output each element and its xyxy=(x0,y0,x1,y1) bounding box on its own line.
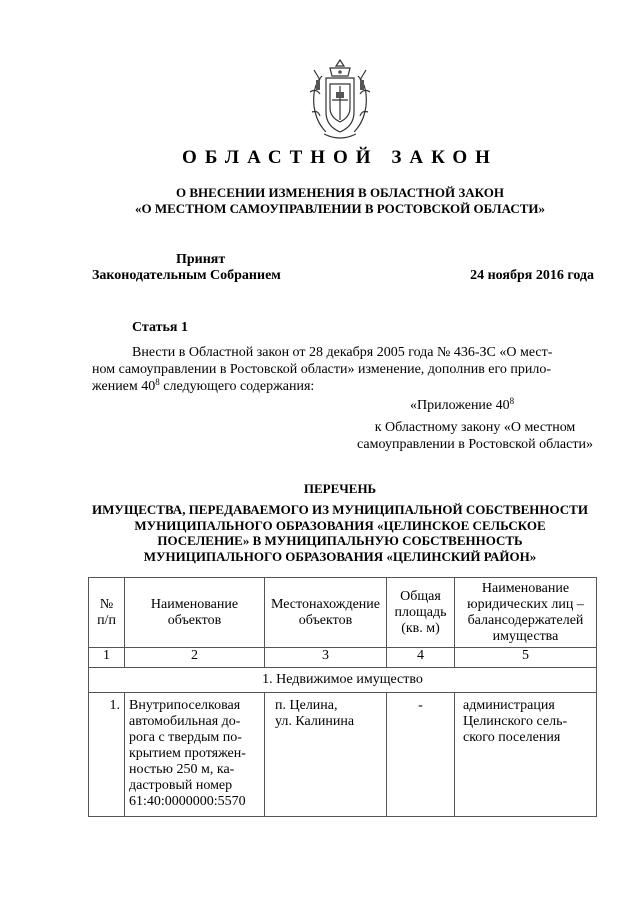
header-line: юридических лиц – xyxy=(467,596,584,612)
header-line: (кв. м) xyxy=(401,620,440,636)
object-name-line: рога с твердым по- xyxy=(129,730,242,745)
header-line: балансодержателей xyxy=(467,612,584,628)
appendix-reference-line: самоуправлении в Ростовской области» xyxy=(357,437,593,452)
holder-line: Целинского сель- xyxy=(463,714,568,729)
header-line: объектов xyxy=(298,612,353,628)
location-line: ул. Калинина xyxy=(275,714,355,729)
subtitle-line: «О МЕСТНОМ САМОУПРАВЛЕНИИ В РОСТОВСКОЙ ОБЛАСТИ» xyxy=(135,201,545,216)
holder-line: ского поселения xyxy=(463,730,561,745)
section-row xyxy=(89,668,597,693)
header-line: п/п xyxy=(97,612,116,628)
header-cell xyxy=(455,578,597,648)
object-name-line: 61:40:0000000:5570 xyxy=(129,794,246,809)
column-number-row xyxy=(89,648,597,668)
appendix-reference xyxy=(356,419,594,453)
column-number: 1 xyxy=(89,648,125,668)
object-name-line: ностью 250 м, ка- xyxy=(129,762,235,777)
article-text-line: ном самоуправлении в Ростовской области» изменение, дополнив его прило- xyxy=(92,362,552,377)
balance-holder xyxy=(455,693,597,817)
coat-of-arms-emblem xyxy=(300,56,380,142)
property-table xyxy=(88,577,597,817)
header-line: Наименование xyxy=(481,580,570,596)
object-area: - xyxy=(387,693,455,817)
article-text-fragment: жением 40 xyxy=(92,379,156,394)
adopted-label: Принят xyxy=(176,252,226,267)
column-number: 4 xyxy=(387,648,455,668)
table-row xyxy=(89,693,597,817)
superscript: 8 xyxy=(509,396,515,406)
object-name-line: автомобильная до- xyxy=(129,714,241,729)
superscript: 8 xyxy=(155,377,160,387)
header-line: № xyxy=(99,596,114,612)
column-number: 5 xyxy=(455,648,597,668)
adopted-date: 24 ноября 2016 года xyxy=(470,268,594,283)
list-description-line: ИМУЩЕСТВА, ПЕРЕДАВАЕМОГО ИЗ МУНИЦИПАЛЬНОЙ СОБСТВЕННОСТИ xyxy=(92,502,588,517)
header-line: Общая xyxy=(400,588,441,604)
object-name xyxy=(125,693,265,817)
header-line: имущества xyxy=(492,628,559,644)
header-cell xyxy=(125,578,265,648)
header-line: Наименование xyxy=(150,596,239,612)
column-number: 3 xyxy=(265,648,387,668)
header-cell xyxy=(89,578,125,648)
object-name-line: крытием протяжен- xyxy=(129,746,246,761)
appendix-label xyxy=(410,398,514,414)
article-text-fragment: следующего содержания: xyxy=(159,379,315,394)
document-subtitle xyxy=(80,185,600,217)
document-title: ОБЛАСТНОЙ ЗАКОН xyxy=(182,147,498,168)
column-number: 2 xyxy=(125,648,265,668)
table-header-row xyxy=(89,578,597,648)
list-description-line: ПОСЕЛЕНИЕ» В МУНИЦИПАЛЬНУЮ СОБСТВЕННОСТЬ xyxy=(157,533,523,548)
header-cell xyxy=(265,578,387,648)
object-location xyxy=(265,693,387,817)
holder-line: администрация xyxy=(463,698,555,713)
list-description-line: МУНИЦИПАЛЬНОГО ОБРАЗОВАНИЯ «ЦЕЛИНСКОЕ СЕЛЬСКОЕ xyxy=(134,517,546,533)
header-line: Местонахождение xyxy=(270,596,380,612)
subtitle-line: О ВНЕСЕНИИ ИЗМЕНЕНИЯ В ОБЛАСТНОЙ ЗАКОН xyxy=(176,185,504,200)
header-cell xyxy=(387,578,455,648)
article-heading: Статья 1 xyxy=(132,320,188,335)
header-line: объектов xyxy=(167,612,222,628)
article-text-line xyxy=(92,378,594,395)
object-name-line: Внутрипоселковая xyxy=(129,698,241,713)
list-description xyxy=(80,502,600,564)
adopted-by: Законодательным Собранием xyxy=(92,268,281,283)
list-description-line: МУНИЦИПАЛЬНОГО ОБРАЗОВАНИЯ «ЦЕЛИНСКИЙ РАЙОН» xyxy=(143,548,537,564)
header-line: площадь xyxy=(394,604,447,620)
location-line: п. Целина, xyxy=(275,698,338,713)
list-title: ПЕРЕЧЕНЬ xyxy=(303,481,377,496)
row-number: 1. xyxy=(89,693,125,817)
article-text-line: Внести в Областной закон от 28 декабря 2005 года № 436-ЗС «О мест- xyxy=(132,345,553,360)
object-name-line: дастровый номер xyxy=(129,778,233,793)
section-heading: 1. Недвижимое имущество xyxy=(89,668,597,693)
appendix-reference-line: к Областному закону «О местном xyxy=(374,420,576,435)
appendix-label-text: «Приложение 40 xyxy=(410,398,510,413)
